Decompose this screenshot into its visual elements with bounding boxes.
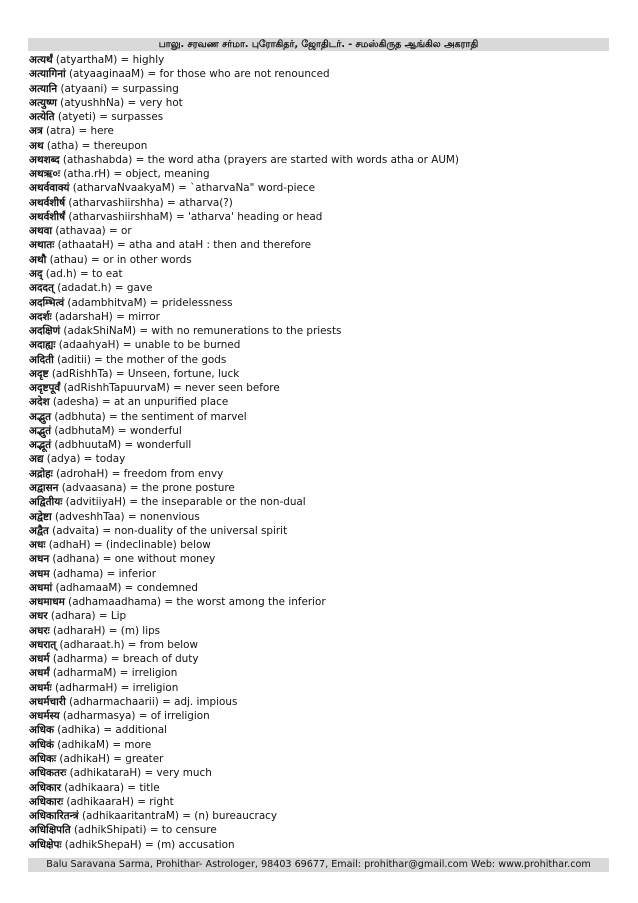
dictionary-entry xyxy=(29,296,609,310)
entry-definition: (adveshhTaa) = nonenvious xyxy=(51,510,200,523)
entry-definition: (adhaH) = (indeclinable) below xyxy=(45,539,211,552)
entry-headword: अदम्भित्वं xyxy=(29,296,65,309)
dictionary-entry xyxy=(29,353,609,367)
entry-definition: (adesha) = at an unpurified place xyxy=(49,396,229,409)
entry-definition: (atyeti) = surpasses xyxy=(54,111,164,124)
entry-definition: (adhikaH) = greater xyxy=(56,753,164,766)
entry-headword: अदेश xyxy=(29,396,50,409)
entry-definition: (adhara) = Lip xyxy=(47,610,127,623)
dictionary-entry xyxy=(29,167,609,181)
entry-definition: (athau) = or in other words xyxy=(46,253,192,266)
entry-headword: अथ xyxy=(29,139,44,152)
entry-headword: अथऋ०ः xyxy=(29,168,60,181)
entry-definition: (adharmachaarii) = adj. impious xyxy=(65,695,238,708)
entry-headword: अदक्षिणं xyxy=(29,325,61,338)
entry-definition: (adharmaM) = irreligion xyxy=(49,667,178,680)
dictionary-entry xyxy=(29,281,609,295)
dictionary-entry xyxy=(29,452,609,466)
entry-definition: (adhana) = one without money xyxy=(49,553,216,566)
entry-definition: (adharaat.h) = from below xyxy=(56,638,199,651)
entry-headword: अद्वासन xyxy=(29,481,59,494)
entry-definition: (adhikShepaH) = (m) accusation xyxy=(61,838,235,851)
entry-definition: (advaasana) = the prone posture xyxy=(58,481,235,494)
entry-headword: अत्यानि xyxy=(29,82,58,95)
dictionary-entry xyxy=(29,410,609,424)
entry-headword: अद्वेष्टा xyxy=(29,510,52,523)
entry-definition: (atha.rH) = object, meaning xyxy=(59,168,210,181)
entry-headword: अथशब्द xyxy=(29,153,60,166)
entry-headword: अद्वितीयः xyxy=(29,496,63,509)
entry-definition: (atharvashiirshha) = atharva(?) xyxy=(65,196,233,209)
dictionary-entry xyxy=(29,238,609,252)
dictionary-entry xyxy=(29,253,609,267)
dictionary-entry xyxy=(29,723,609,737)
entry-definition: (adadat.h) = gave xyxy=(53,282,153,295)
entry-definition: (adhikaaritantraM) = (n) bureaucracy xyxy=(78,810,278,823)
dictionary-entry xyxy=(29,666,609,680)
entry-headword: अधमाधम xyxy=(29,596,65,609)
entry-headword: अधिकार xyxy=(29,781,61,794)
entry-definition: (atyaaginaaM) = for those who are not renounced xyxy=(65,68,330,81)
entry-headword: अधिक्षिपति xyxy=(29,824,71,837)
entry-definition: (advitiiyaH) = the inseparable or the non-dual xyxy=(62,496,306,509)
dictionary-entries xyxy=(29,53,609,852)
entry-definition: (adhikShipati) = to censure xyxy=(70,824,217,837)
entry-definition: (atharvashiirshhaM) = 'atharva' heading or head xyxy=(65,210,323,223)
dictionary-entry xyxy=(29,524,609,538)
entry-definition: (adhika) = additional xyxy=(54,724,167,737)
dictionary-entry xyxy=(29,210,609,224)
entry-headword: अत्युष्ण xyxy=(29,96,57,109)
dictionary-entry xyxy=(29,481,609,495)
dictionary-entry xyxy=(29,82,609,96)
entry-headword: अधरात् xyxy=(29,638,57,651)
entry-definition: (athashabda) = the word atha (prayers are started with words atha or AUM) xyxy=(59,153,459,166)
dictionary-entry xyxy=(29,709,609,723)
entry-definition: (adbhuutaM) = wonderfull xyxy=(51,439,192,452)
dictionary-entry xyxy=(29,395,609,409)
entry-definition: (adya) = today xyxy=(43,453,126,466)
entry-headword: अधिकः xyxy=(29,753,57,766)
dictionary-entry xyxy=(29,53,609,67)
dictionary-entry xyxy=(29,624,609,638)
entry-definition: (atha) = thereupon xyxy=(43,139,148,152)
dictionary-entry xyxy=(29,438,609,452)
entry-headword: अथर्वशीर्ष xyxy=(29,196,66,209)
entry-headword: अदृष्ट xyxy=(29,367,49,380)
entry-definition: (adakShiNaM) = with no remunerations to the priests xyxy=(60,325,342,338)
dictionary-entry xyxy=(29,766,609,780)
dictionary-entry xyxy=(29,124,609,138)
entry-definition: (athavaa) = or xyxy=(52,225,132,238)
entry-headword: अत्र xyxy=(29,125,43,138)
dictionary-entry xyxy=(29,781,609,795)
entry-headword: अधिकतरः xyxy=(29,767,67,780)
entry-definition: (adRishhTapuurvaM) = never seen before xyxy=(60,382,280,395)
dictionary-entry xyxy=(29,695,609,709)
entry-headword: अदृष्टपूर्वं xyxy=(29,382,61,395)
entry-definition: (adhikataraH) = very much xyxy=(66,767,212,780)
entry-headword: अथौ xyxy=(29,253,47,266)
entry-headword: अद्भुतं xyxy=(29,424,52,437)
dictionary-entry xyxy=(29,823,609,837)
dictionary-entry xyxy=(29,495,609,509)
entry-definition: (adrohaH) = freedom from envy xyxy=(52,467,224,480)
footer-text: Balu Saravana Sarma, Prohithar- Astrologer, 98403 69677, Email: prohithar@gmail.com Web: www.prohithar.com xyxy=(46,859,591,870)
entry-headword: अधर्मः xyxy=(29,681,52,694)
dictionary-entry xyxy=(29,595,609,609)
entry-headword: अथर्वशीर्षं xyxy=(29,210,66,223)
dictionary-entry xyxy=(29,196,609,210)
dictionary-entry xyxy=(29,110,609,124)
dictionary-entry xyxy=(29,838,609,852)
dictionary-entry xyxy=(29,581,609,595)
dictionary-entry xyxy=(29,96,609,110)
entry-definition: (adhamaadhama) = the worst among the inferior xyxy=(64,596,326,609)
entry-headword: अधरः xyxy=(29,624,50,637)
entry-headword: अदिती xyxy=(29,353,54,366)
entry-definition: (adaahyaH) = unable to be burned xyxy=(55,339,241,352)
entry-definition: (atyarthaM) = highly xyxy=(52,54,165,66)
dictionary-entry xyxy=(29,153,609,167)
dictionary-entry xyxy=(29,510,609,524)
dictionary-entry xyxy=(29,609,609,623)
entry-definition: (adharaH) = (m) lips xyxy=(49,624,161,637)
entry-headword: अद्भुत xyxy=(29,410,52,423)
entry-headword: अधर xyxy=(29,610,48,623)
dictionary-entry xyxy=(29,367,609,381)
entry-headword: अत्यर्थं xyxy=(29,54,53,66)
entry-headword: अधम xyxy=(29,567,50,580)
dictionary-entry xyxy=(29,181,609,195)
dictionary-entry xyxy=(29,681,609,695)
entry-headword: अत्यागिनां xyxy=(29,68,66,81)
entry-headword: अदर्शः xyxy=(29,310,52,323)
dictionary-entry xyxy=(29,424,609,438)
entry-definition: (adhamaaM) = condemned xyxy=(52,581,199,594)
entry-definition: (adbhuta) = the sentiment of marvel xyxy=(51,410,247,423)
dictionary-entry xyxy=(29,638,609,652)
entry-headword: अधिकारितन्त्रं xyxy=(29,810,79,823)
entry-headword: अधिक्षेपः xyxy=(29,838,62,851)
entry-headword: अधर्मस्य xyxy=(29,710,60,723)
entry-headword: अद् xyxy=(29,267,43,280)
entry-definition: (adhikaM) = more xyxy=(54,738,152,751)
entry-headword: अद्य xyxy=(29,453,44,466)
entry-definition: (adharma) = breach of duty xyxy=(49,653,199,666)
header-text: பாலு. சரவண சர்மா. புரோகிதர், ஜோதிடர். - சமஸ்கிருத ஆங்கில அகராதி xyxy=(158,39,479,50)
entry-definition: (adharmasya) = of irreligion xyxy=(59,710,210,723)
dictionary-entry xyxy=(29,538,609,552)
page-header xyxy=(28,38,609,51)
entry-headword: अथर्ववाक्यं xyxy=(29,182,70,195)
dictionary-entry xyxy=(29,267,609,281)
entry-headword: अधिकारः xyxy=(29,795,64,808)
dictionary-entry xyxy=(29,381,609,395)
entry-headword: अधिकं xyxy=(29,738,54,751)
entry-headword: अधमां xyxy=(29,581,53,594)
entry-definition: (adarshaH) = mirror xyxy=(51,310,160,323)
entry-definition: (atyushhNa) = very hot xyxy=(56,96,183,109)
entry-definition: (advaita) = non-duality of the universal spirit xyxy=(48,524,288,537)
dictionary-entry xyxy=(29,139,609,153)
entry-definition: (adhama) = inferior xyxy=(49,567,156,580)
dictionary-entry xyxy=(29,552,609,566)
entry-headword: अधर्मचारी xyxy=(29,695,66,708)
entry-definition: (adbhutaM) = wonderful xyxy=(51,424,182,437)
dictionary-entry xyxy=(29,567,609,581)
entry-definition: (adhikaaraH) = right xyxy=(63,795,174,808)
dictionary-entry xyxy=(29,795,609,809)
dictionary-entry xyxy=(29,752,609,766)
entry-headword: अदाह्यः xyxy=(29,339,56,352)
dictionary-entry xyxy=(29,338,609,352)
entry-definition: (adhikaara) = title xyxy=(60,781,160,794)
entry-definition: (adRishhTa) = Unseen, fortune, luck xyxy=(48,367,240,380)
entry-headword: अथातः xyxy=(29,239,55,252)
dictionary-entry xyxy=(29,67,609,81)
dictionary-entry xyxy=(29,738,609,752)
entry-headword: अधर्म xyxy=(29,653,50,666)
entry-definition: (athaataH) = atha and ataH : then and therefore xyxy=(54,239,312,252)
entry-definition: (aditii) = the mother of the gods xyxy=(53,353,227,366)
entry-headword: अद्रोहः xyxy=(29,467,53,480)
dictionary-entry xyxy=(29,310,609,324)
page-footer xyxy=(28,858,609,872)
dictionary-entry xyxy=(29,467,609,481)
entry-headword: अधः xyxy=(29,539,46,552)
dictionary-entry xyxy=(29,809,609,823)
entry-headword: अद्वैत xyxy=(29,524,49,537)
entry-headword: अधिक xyxy=(29,724,54,737)
entry-headword: अधर्मं xyxy=(29,667,50,680)
dictionary-entry xyxy=(29,652,609,666)
dictionary-entry xyxy=(29,224,609,238)
entry-definition: (adharmaH) = irreligion xyxy=(51,681,179,694)
entry-headword: अत्येति xyxy=(29,111,55,124)
entry-definition: (ad.h) = to eat xyxy=(42,267,123,280)
entry-headword: अददत् xyxy=(29,282,54,295)
entry-headword: अद्भूतं xyxy=(29,439,52,452)
entry-definition: (atharvaNvaakyaM) = `atharvaNa" word-piece xyxy=(69,182,315,195)
entry-definition: (adambhitvaM) = pridelessness xyxy=(64,296,233,309)
entry-definition: (atra) = here xyxy=(42,125,114,138)
entry-headword: अथवा xyxy=(29,225,53,238)
entry-definition: (atyaani) = surpassing xyxy=(57,82,179,95)
entry-headword: अधन xyxy=(29,553,50,566)
dictionary-entry xyxy=(29,324,609,338)
